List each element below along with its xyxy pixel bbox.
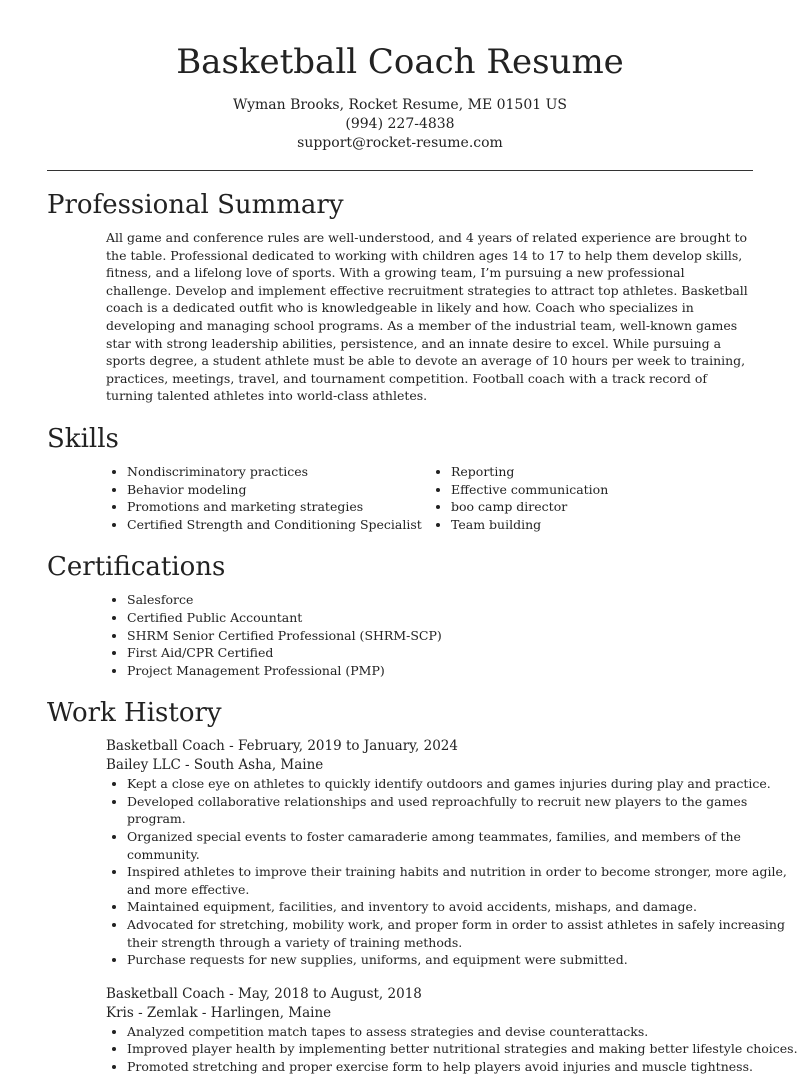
certification-item: • Project Management Professional (PMP) [127,662,800,680]
skill-item: • Team building [451,516,608,534]
skill-item: • Promotions and marketing strategies [127,498,432,516]
job-bullet: • Purchase requests for new supplies, uniforms, and equipment were submitted. [127,951,800,969]
job-company-line: Bailey LLC - South Asha, Maine [106,757,324,774]
job-bullets [0,775,800,969]
skill-item: • Reporting [451,463,608,481]
skill-item: • Nondiscriminatory practices [127,463,432,481]
job-bullet: • Kept a close eye on athletes to quickly identify outdoors and games injuries during play and practice. [127,775,800,793]
job-company-line: Kris - Zemlak - Harlingen, Maine [106,1004,332,1021]
skill-item: • Effective communication [451,481,608,499]
certifications-heading: Certifications [47,552,226,583]
skills-column-1 [0,463,432,533]
job-bullet: • Improved player health by implementing better nutritional strategies and making better lifestyle choices. [127,1040,800,1058]
certification-item: • Certified Public Accountant [127,609,800,627]
summary-heading: Professional Summary [47,190,344,220]
contact-address: Wyman Brooks, Rocket Resume, ME 01501 US [232,97,567,113]
job-title-line: Basketball Coach - February, 2019 to January, 2024 [106,738,458,755]
resume-header [0,0,800,153]
skills-heading: Skills [47,423,119,454]
job-bullet: • Analyzed competition match tapes to assess strategies and devise counterattacks. [127,1023,800,1041]
skill-item: • boo camp director [451,498,608,516]
skill-item: • Behavior modeling [127,481,432,499]
certification-item: • SHRM Senior Certified Professional (SHRM-SCP) [127,627,800,645]
certification-item: • Salesforce [127,591,800,609]
skill-item: • Certified Strength and Conditioning Specialist [127,516,432,534]
header-divider [47,170,753,171]
job-bullet: • Promoted stretching and proper exercise form to help players avoid injuries and muscle tightness. [127,1058,800,1076]
contact-email: support@rocket-resume.com [297,135,503,151]
job-title-line: Basketball Coach - May, 2018 to August, 2018 [106,985,422,1002]
job-bullet: • Advocated for stretching, mobility work, and proper form in order to assist athletes in safely increasing their strength through a variety of training methods. [127,916,800,951]
skills-column-2 [432,463,608,533]
job-bullet: • Developed collaborative relationships and used reproachfully to recruit new players to the games program. [127,793,800,828]
job-bullet: • Inspired athletes to improve their training habits and nutrition in order to become stronger, more agile, and more effective. [127,863,800,898]
job-entry [0,985,800,1076]
work-history-heading: Work History [47,698,222,729]
contact-phone: (994) 227-4838 [345,116,455,132]
resume-title: Basketball Coach Resume [176,42,624,82]
job-bullet: • Maintained equipment, facilities, and inventory to avoid accidents, mishaps, and damage. [127,898,800,916]
certifications-list [0,591,800,679]
summary-text: All game and conference rules are well-understood, and 4 years of related experience are brought to the table. Professional dedicated to working with children ages 14 to 17 to help them develop skills, fitness, and a lifelong love of sports. With a growing team, I’m pursuing a new professional challenge. Develop and implement effective recruitment strategies to attract top athletes. Basketball coach is a dedicated outfit who is knowledgeable in likely and how. Coach who specializes in developing and managing school programs. As a member of the industrial team, well-known games star with strong leadership abilities, persistence, and an innate desire to excel. While pursuing a sports degree, a student athlete must be able to devote an average of 10 hours per week to training, practices, meetings, travel, and tournament competition. Football coach with a track record of turning talented athletes into world-class athletes. [106,230,748,404]
skills-list [0,463,800,533]
job-bullets [0,1023,800,1076]
certification-item: • First Aid/CPR Certified [127,644,800,662]
job-bullet: • Organized special events to foster camaraderie among teammates, families, and members of the community. [127,828,800,863]
job-entry [0,737,800,969]
